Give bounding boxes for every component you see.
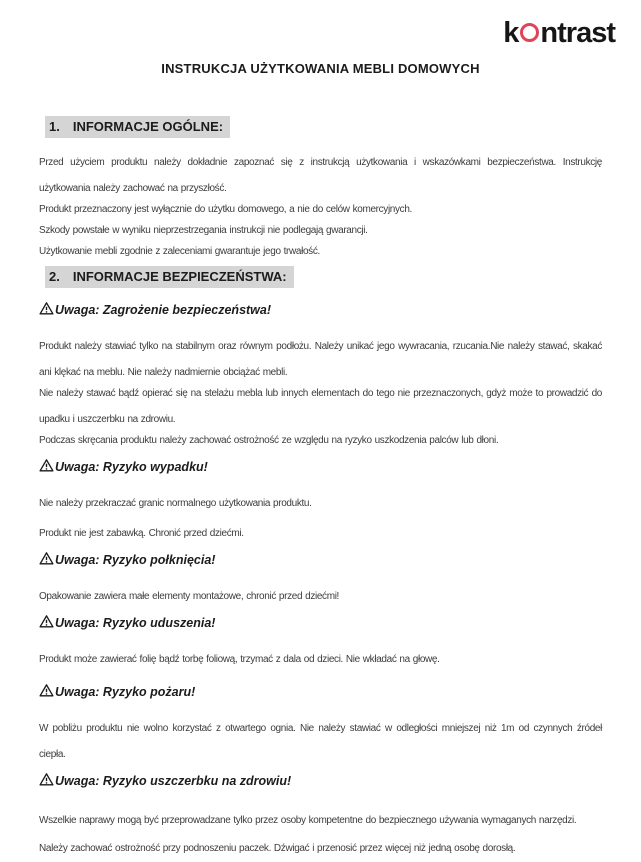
warning-text: Uwaga: Zagrożenie bezpieczeństwa! [55,303,272,317]
paragraph: Nie należy przekraczać granic normalnego użytkowania produktu. [39,498,312,509]
paragraph: Należy zachować ostrożność przy podnoszeniu paczek. Dźwigać i przenosić przez więcej niż jedną osobę dorosłą. [39,843,516,854]
warning-triangle-icon [39,551,54,566]
brand-logo [503,16,615,50]
warning-triangle-icon [39,458,54,473]
section-1-number: 1. [49,119,60,134]
logo-text-k: k [503,17,519,49]
warning-heading [39,682,602,702]
warning-heading [39,613,602,633]
warning-triangle-icon [39,614,54,629]
section-2-number: 2. [49,269,60,284]
logo-o-circle-icon [520,23,539,42]
section-2-heading [45,266,602,288]
paragraph: Użytkowanie mebli zgodnie z zaleceniami gwarantuje jego trwałość. [39,246,320,257]
warning-heading [39,771,602,791]
logo-row [39,0,615,52]
document-title: INSTRUKCJA UŻYTKOWANIA MEBLI DOMOWYCH [161,61,480,76]
paragraph: Szkody powstałe w wyniku nieprzestrzegania instrukcji nie podlegają gwarancji. [39,225,368,236]
paragraph: Produkt może zawierać folię bądź torbę foliową, trzymać z dala od dzieci. Nie wkładać na głowę. [39,654,440,665]
paragraph: Produkt nie jest zabawką. Chronić przed dziećmi. [39,528,244,539]
paragraph: Podczas skręcania produktu należy zachować ostrożność ze względu na ryzyko uszkodzenia palców lub dłoni. [39,435,499,446]
paragraph: Produkt należy stawiać tylko na stabilnym oraz równym podłożu. Należy unikać jego wywracania, rzucania.Nie należy stawać, skakać ani klękać na meblu. Nie należy nadmiernie obciążać mebli. [39,341,602,378]
warning-text: Uwaga: Ryzyko uszczerbku na zdrowiu! [55,774,292,788]
paragraph: Produkt przeznaczony jest wyłącznie do użytku domowego, a nie do celów komercyjnych. [39,204,412,215]
logo-text-ntrast: ntrast [540,17,615,49]
section-1-heading-highlight [45,116,230,138]
section-2-label: INFORMACJE BEZPIECZEŃSTWA: [72,269,287,284]
section-1-label: INFORMACJE OGÓLNE: [72,119,224,134]
section-2-heading-highlight [45,266,294,288]
paragraph: W pobliżu produktu nie wolno korzystać z otwartego ognia. Nie należy stawiać w odległości mniejszej niż 1m od czynnych źródeł ciepła. [39,723,602,760]
warning-text: Uwaga: Ryzyko wypadku! [55,460,208,474]
paragraph: Wszelkie naprawy mogą być przeprowadzane tylko przez osoby kompetentne do bezpiecznego używania wymaganych narzędzi. [39,815,577,826]
warning-heading [39,457,602,477]
paragraph: Nie należy stawać bądź opierać się na stelażu mebla lub innych elementach do tego nie przeznaczonych, gdyż może to prowadzić do upadku i uszczerbku na zdrowiu. [39,388,602,425]
warning-triangle-icon [39,683,54,698]
warning-text: Uwaga: Ryzyko połknięcia! [55,553,216,567]
warning-triangle-icon [39,772,54,787]
warning-text: Uwaga: Ryzyko uduszenia! [55,616,216,630]
warning-text: Uwaga: Ryzyko pożaru! [55,685,196,699]
paragraph: Przed użyciem produktu należy dokładnie zapoznać się z instrukcją użytkowania i wskazówkami bezpieczeństwa. Instrukcję użytkowania należy zachować na przyszłość. [39,157,602,194]
warning-heading [39,550,602,570]
section-1-heading [45,116,602,138]
warning-triangle-icon [39,301,54,316]
warning-heading [39,300,602,320]
paragraph: Opakowanie zawiera małe elementy montażowe, chronić przed dziećmi! [39,591,339,602]
